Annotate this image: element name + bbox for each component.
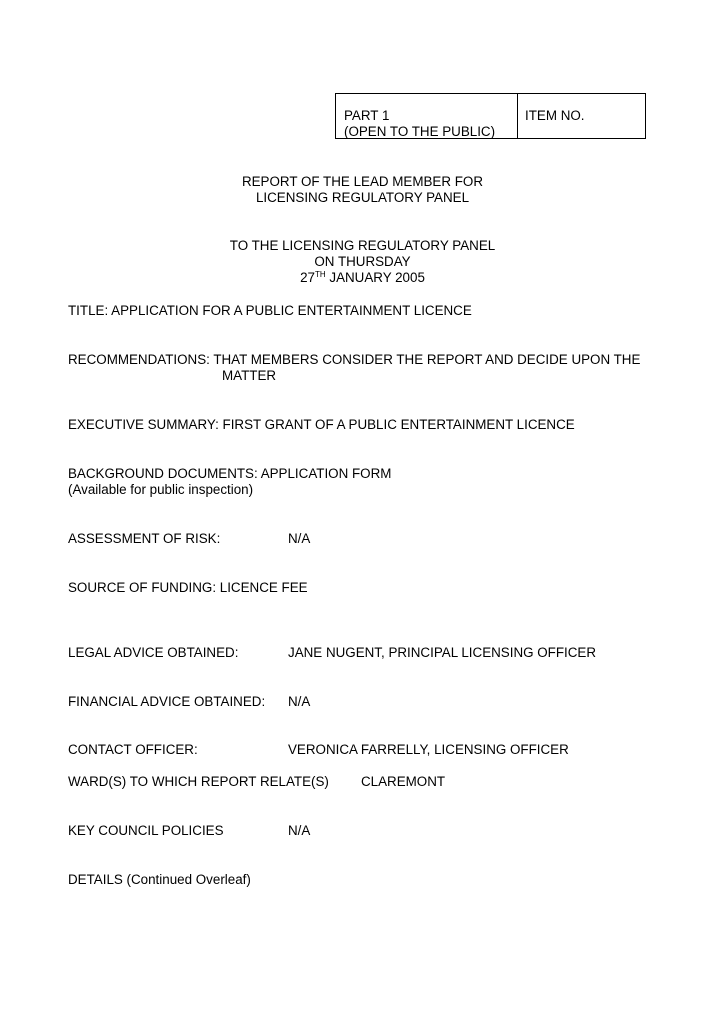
key-council-policies-label: KEY COUNCIL POLICIES	[68, 823, 224, 838]
meeting-date-rest: JANUARY 2005	[325, 270, 425, 285]
financial-advice-label: FINANCIAL ADVICE OBTAINED:	[68, 694, 266, 709]
part-label: PART 1	[344, 108, 390, 123]
wards-value: CLAREMONT	[361, 774, 446, 789]
key-council-policies-value: N/A	[288, 823, 311, 838]
report-of-line-1: REPORT OF THE LEAD MEMBER FOR	[241, 174, 484, 189]
recommendations-line-2: MATTER	[222, 368, 277, 383]
to-panel-line-2: ON THURSDAY	[314, 254, 411, 269]
meeting-date	[0, 270, 725, 286]
open-to-public-label: (OPEN TO THE PUBLIC)	[344, 124, 496, 139]
wards-label: WARD(S) TO WHICH REPORT RELATE(S)	[68, 774, 329, 789]
report-title: TITLE: APPLICATION FOR A PUBLIC ENTERTAINMENT LICENCE	[68, 303, 472, 318]
assessment-of-risk-value: N/A	[288, 531, 311, 546]
to-panel-line-1: TO THE LICENSING REGULATORY PANEL	[229, 238, 496, 253]
report-of-block	[0, 174, 725, 206]
header-box	[335, 93, 646, 139]
recommendations-line-1: RECOMMENDATIONS: THAT MEMBERS CONSIDER THE REPORT AND DECIDE UPON THE	[68, 352, 641, 367]
meeting-date-suffix: TH	[314, 270, 326, 279]
report-of-line-2: LICENSING REGULATORY PANEL	[255, 190, 470, 205]
legal-advice-label: LEGAL ADVICE OBTAINED:	[68, 645, 239, 660]
item-number-label: ITEM NO.	[525, 108, 585, 123]
source-of-funding: SOURCE OF FUNDING: LICENCE FEE	[68, 580, 308, 595]
to-panel-block	[0, 238, 725, 286]
legal-advice-value: JANE NUGENT, PRINCIPAL LICENSING OFFICER	[288, 645, 597, 660]
header-item-cell	[518, 94, 645, 138]
financial-advice-value: N/A	[288, 694, 311, 709]
background-documents-line-2: (Available for public inspection)	[68, 482, 254, 497]
header-part-cell	[336, 94, 518, 138]
background-documents-line-1: BACKGROUND DOCUMENTS: APPLICATION FORM	[68, 466, 392, 481]
executive-summary: EXECUTIVE SUMMARY: FIRST GRANT OF A PUBLIC ENTERTAINMENT LICENCE	[68, 417, 575, 432]
contact-officer-label: CONTACT OFFICER:	[68, 742, 198, 757]
meeting-date-day: 27	[300, 270, 315, 285]
details-continued: DETAILS (Continued Overleaf)	[68, 872, 251, 887]
assessment-of-risk-label: ASSESSMENT OF RISK:	[68, 531, 221, 546]
contact-officer-value: VERONICA FARRELLY, LICENSING OFFICER	[288, 742, 569, 757]
